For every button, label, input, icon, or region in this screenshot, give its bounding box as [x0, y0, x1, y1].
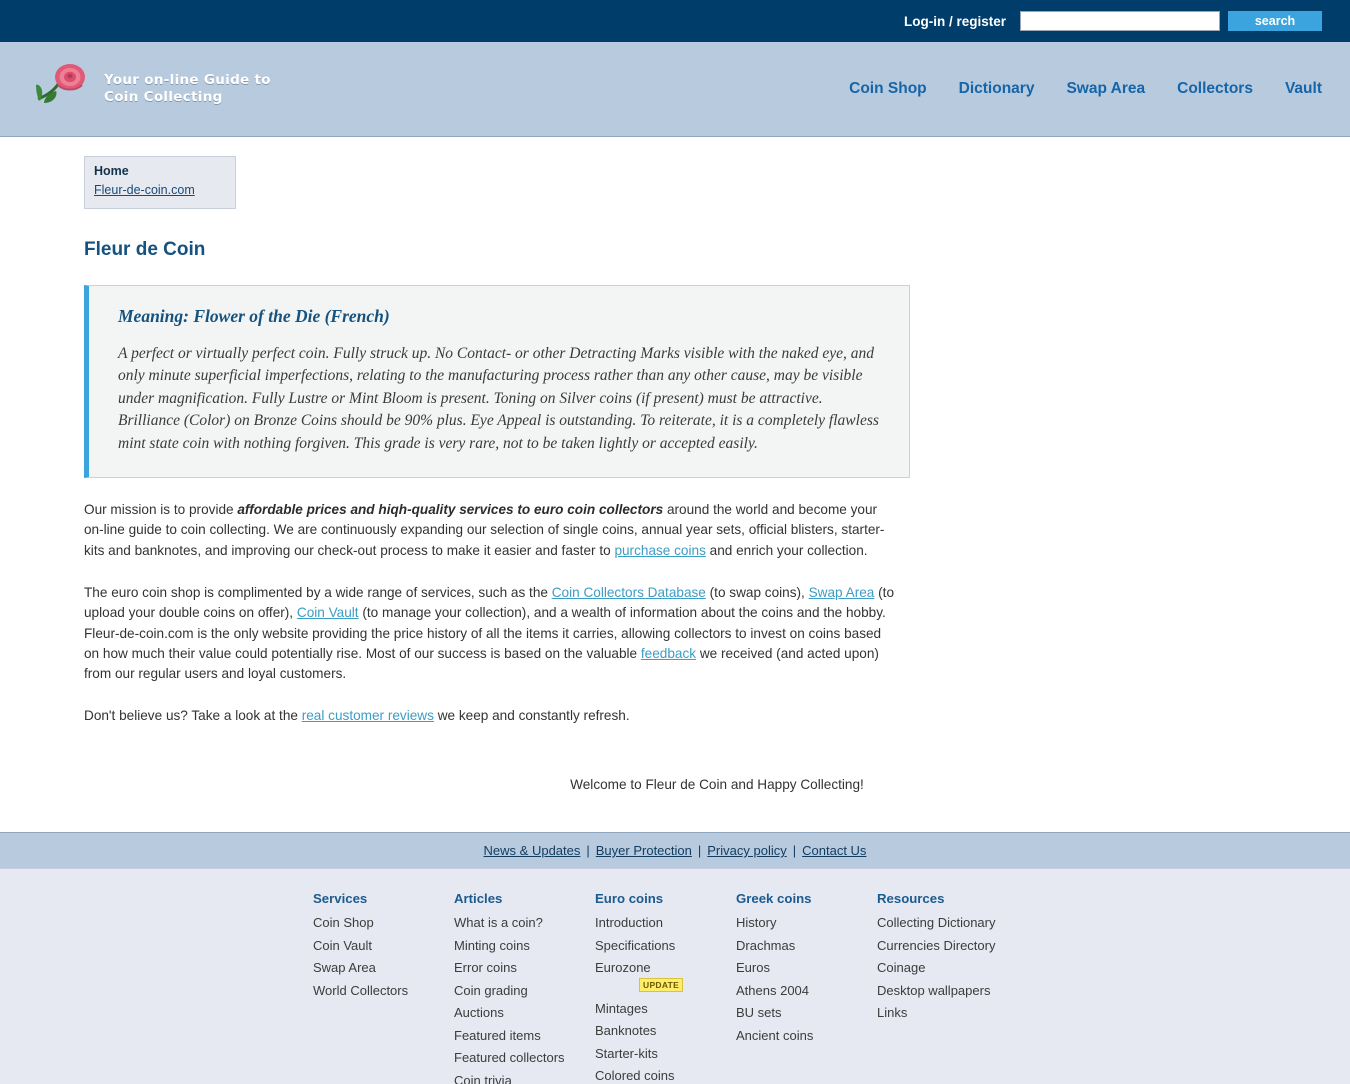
footer-link-what-is-a-coin[interactable]: What is a coin?: [454, 915, 543, 930]
footer-link-world-collectors[interactable]: World Collectors: [313, 982, 409, 998]
services-text-c: (to upload your double coins on offer),: [84, 584, 894, 621]
footer-link-coin-vault[interactable]: Coin Vault: [313, 937, 373, 953]
list-item[interactable]: [454, 982, 595, 1000]
footer-link-coinage[interactable]: Coinage: [877, 960, 926, 975]
list-item[interactable]: [877, 914, 1037, 932]
list-item[interactable]: [454, 914, 595, 932]
footer-link-colored-coins[interactable]: Colored coins: [595, 1068, 675, 1083]
footer-sitemap: [0, 869, 1350, 1084]
reviews-text-a: Don't believe us? Take a look at the: [84, 708, 302, 724]
list-item[interactable]: [595, 1067, 736, 1084]
list-item[interactable]: [454, 1072, 595, 1084]
mission-text-b: around the world and become your on-line guide to coin collecting. We are continuously expanding our selection of single coins, annual year sets, official blisters, starter-kits and banknotes, and improving our check-out process to make it easier and faster to: [84, 502, 885, 558]
search-input[interactable]: [1020, 11, 1220, 31]
breadcrumb: [84, 156, 236, 209]
footer-link-ancient-coins[interactable]: Ancient coins: [736, 1027, 814, 1043]
footer-link-privacy-policy[interactable]: Privacy policy: [707, 843, 787, 858]
footer-link-eurozone[interactable]: Eurozone: [595, 960, 651, 975]
footer-link-minting-coins[interactable]: Minting coins: [454, 937, 530, 953]
list-item[interactable]: [454, 1049, 595, 1067]
rose-icon: [34, 59, 96, 119]
login-register-link[interactable]: [904, 14, 1006, 29]
list-item[interactable]: [736, 1004, 877, 1022]
nav-item-swap-area[interactable]: Swap Area: [1066, 80, 1146, 97]
services-text-b: (to swap coins),: [705, 584, 809, 600]
list-item[interactable]: [877, 1004, 1037, 1022]
list-item[interactable]: [595, 937, 736, 955]
list-item[interactable]: [313, 982, 454, 1000]
mission-emphasis: affordable prices and hiqh-quality services to euro coin collectors: [237, 502, 664, 518]
list-item[interactable]: [454, 1004, 595, 1022]
search-button[interactable]: search: [1228, 11, 1322, 31]
list-item[interactable]: [877, 982, 1037, 1000]
link-coin-vault[interactable]: Coin Vault: [296, 605, 359, 621]
link-purchase-coins[interactable]: purchase coins: [614, 542, 706, 558]
footer-link-buyer-protection[interactable]: Buyer Protection: [595, 843, 692, 858]
top-utility-bar: [0, 0, 1350, 42]
services-paragraph: [84, 583, 894, 684]
footer-link-auctions[interactable]: Auctions: [454, 1005, 504, 1020]
footer-link-athens-2004[interactable]: Athens 2004: [736, 982, 810, 998]
list-item[interactable]: [595, 914, 736, 932]
list-item[interactable]: [313, 914, 454, 932]
footer-column-services: [313, 891, 454, 1084]
footer-link-mintages[interactable]: Mintages: [595, 1000, 648, 1016]
status-badge: UPDATE: [639, 978, 683, 992]
footer-link-collecting-dictionary[interactable]: Collecting Dictionary: [877, 915, 996, 930]
footer-column-title-services: Services: [313, 891, 368, 906]
main-content: [0, 156, 1350, 832]
list-item[interactable]: [454, 959, 595, 977]
list-item[interactable]: [313, 937, 454, 955]
services-text-e: we received (and acted upon) from our regular users and loyal customers.: [84, 645, 879, 682]
list-item[interactable]: [595, 1022, 736, 1040]
link-coin-collectors-database[interactable]: Coin Collectors Database: [551, 584, 706, 600]
list-item[interactable]: [736, 959, 877, 977]
tagline-line-1: Your on-line Guide to: [104, 72, 271, 88]
welcome-message: Welcome to Fleur de Coin and Happy Collecting!: [570, 776, 864, 792]
footer-separator-2: |: [697, 843, 702, 858]
site-header: [0, 42, 1350, 137]
site-tagline: [104, 72, 271, 106]
reviews-text-b: we keep and constantly refresh.: [433, 708, 630, 724]
mission-text-c: and enrich your collection.: [705, 542, 868, 558]
list-item[interactable]: [736, 1027, 877, 1045]
footer-link-featured-collectors[interactable]: Featured collectors: [454, 1050, 565, 1065]
footer-column-title-resources: Resources: [877, 891, 945, 906]
breadcrumb-title: Home: [94, 164, 129, 178]
nav-item-vault[interactable]: Vault: [1284, 80, 1322, 97]
list-item[interactable]: [595, 959, 736, 995]
footer-link-links[interactable]: Links: [877, 1005, 908, 1020]
mission-text-a: Our mission is to provide: [84, 502, 238, 518]
footer-link-history[interactable]: History: [736, 915, 777, 930]
footer-link-introduction[interactable]: Introduction: [595, 915, 663, 930]
nav-item-dictionary[interactable]: Dictionary: [958, 80, 1035, 97]
footer-separator-1: |: [586, 843, 590, 858]
footer-link-contact-us[interactable]: Contact Us: [802, 843, 867, 858]
footer-link-swap-area[interactable]: Swap Area: [313, 960, 376, 975]
footer-link-euros[interactable]: Euros: [736, 960, 770, 975]
link-real-customer-reviews[interactable]: real customer reviews: [301, 708, 434, 724]
services-text-d: (to manage your collection), and a wealth of information about the coins and the hobby. Fleur-de-coin.com is the only website providing the price history of all the items it carries, allowing collectors to invest on coins based on how much their value could potentially rise. Most of our success is based on the valuable: [84, 605, 886, 661]
footer-link-coin-shop[interactable]: Coin Shop: [313, 915, 374, 930]
page-title: Fleur de Coin: [84, 239, 206, 260]
list-item[interactable]: [313, 959, 454, 977]
login-register-label: Log-in / register: [903, 13, 1006, 29]
services-text-a: The euro coin shop is complimented by a wide range of services, such as the: [84, 584, 552, 600]
footer-separator-3: |: [792, 843, 797, 858]
list-item[interactable]: [877, 959, 1037, 977]
footer-link-featured-items[interactable]: Featured items: [454, 1027, 541, 1043]
footer-link-drachmas[interactable]: Drachmas: [736, 937, 796, 953]
footer-link-starter-kits[interactable]: Starter-kits: [595, 1045, 658, 1061]
mission-paragraph: [84, 500, 894, 561]
tagline-line-2: Coin Collecting: [104, 89, 223, 105]
list-item[interactable]: [454, 937, 595, 955]
footer-link-banknotes[interactable]: Banknotes: [595, 1023, 657, 1038]
footer-column-title-euro-coins: Euro coins: [595, 891, 664, 906]
nav-item-collectors[interactable]: Collectors: [1177, 80, 1253, 97]
list-item[interactable]: [595, 1045, 736, 1063]
footer-link-currencies-directory[interactable]: Currencies Directory: [877, 937, 996, 953]
definition-body: A perfect or virtually perfect coin. Fully struck up. No Contact- or other Detracting Marks visible with the naked eye, and only minute superficial imperfections, relating to the manufacturing process rather than any other cause, may be visible under magnification. Fully Lustre or Mint Bloom is present. Toning on Silver coins (if present) must be attractive. Brilliance (Color) on Bronze Coins should be 90% plus. Eye Appeal is outstanding. To reiterate, it is a completely flawless mint state coin with nothing forgiven. This grade is very rare, not to be taken lightly or accepted easily.: [118, 345, 879, 452]
main-navigation: [849, 80, 1322, 98]
footer-column-resources: [877, 891, 1037, 1084]
footer-link-error-coins[interactable]: Error coins: [454, 960, 517, 975]
list-item[interactable]: [454, 1027, 595, 1045]
site-logo[interactable]: [34, 59, 271, 119]
list-item[interactable]: [736, 914, 877, 932]
footer-column-greek-coins: [736, 891, 877, 1084]
list-item[interactable]: [877, 937, 1037, 955]
footer-column-title-greek-coins: Greek coins: [736, 891, 812, 906]
link-feedback[interactable]: feedback: [640, 645, 697, 661]
footer-link-coin-trivia[interactable]: Coin trivia: [454, 1072, 512, 1084]
breadcrumb-link-home[interactable]: Fleur-de-coin.com: [94, 183, 195, 197]
definition-heading: Meaning: Flower of the Die (French): [118, 306, 390, 326]
list-item[interactable]: [736, 937, 877, 955]
link-swap-area[interactable]: Swap Area: [808, 584, 875, 600]
definition-callout: [84, 285, 910, 478]
nav-item-coin-shop[interactable]: Coin Shop: [849, 80, 927, 97]
footer-links-bar: [0, 832, 1350, 869]
footer-link-desktop-wallpapers[interactable]: Desktop wallpapers: [877, 982, 991, 998]
footer-link-coin-grading[interactable]: Coin grading: [454, 982, 528, 998]
footer-link-news-updates[interactable]: News & Updates: [483, 843, 581, 858]
footer-link-bu-sets[interactable]: BU sets: [736, 1005, 782, 1020]
list-item[interactable]: [736, 982, 877, 1000]
list-item[interactable]: [595, 1000, 736, 1018]
footer-column-euro-coins: [595, 891, 736, 1084]
reviews-paragraph: [84, 706, 894, 726]
footer-column-articles: [454, 891, 595, 1084]
footer-column-title-articles: Articles: [454, 891, 503, 906]
footer-link-specifications[interactable]: Specifications: [595, 937, 676, 953]
